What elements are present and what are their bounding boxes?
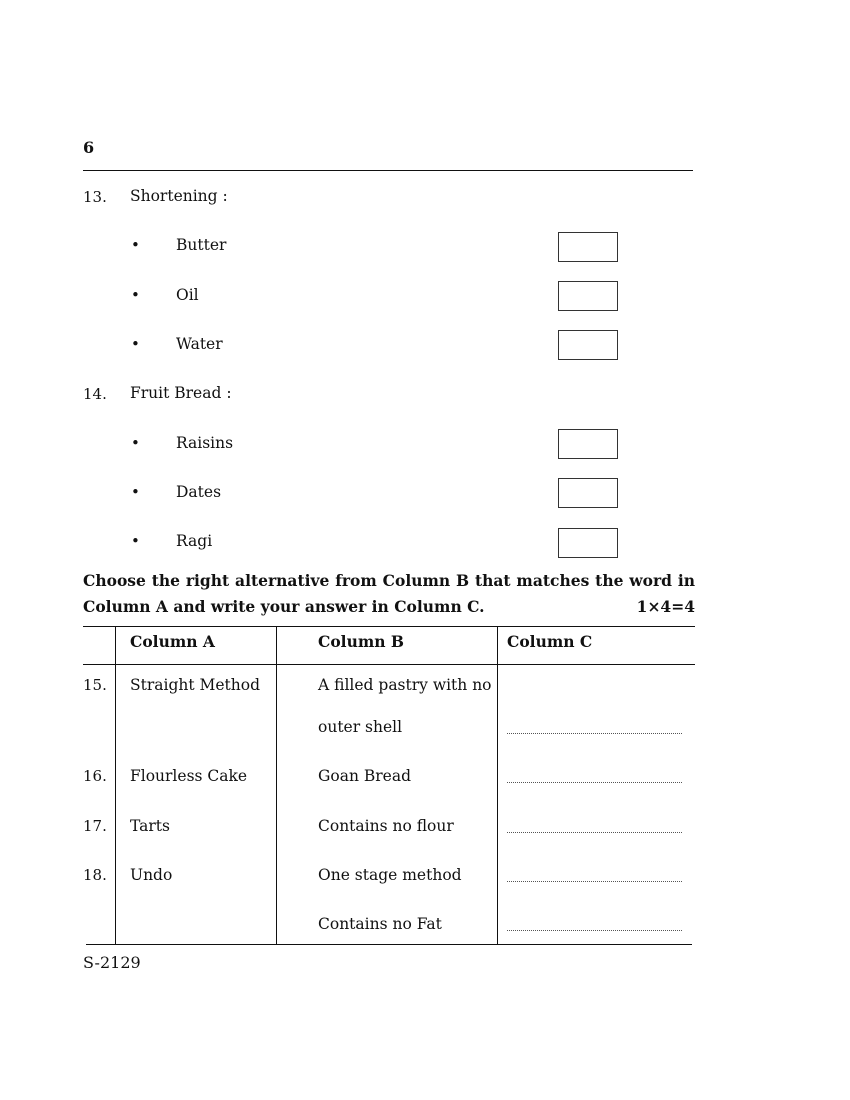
column-a-header: Column A — [130, 632, 215, 651]
answer-blank[interactable] — [507, 881, 682, 882]
column-divider — [497, 626, 498, 944]
instruction-line-2: Column A and write your answer in Column C. — [83, 597, 485, 616]
row-number: 15. — [83, 676, 107, 694]
row-number: 16. — [83, 767, 107, 785]
column-b-cell: outer shell — [318, 718, 403, 736]
column-divider — [276, 626, 277, 944]
column-b-cell: Contains no Fat — [318, 915, 442, 933]
column-a-cell: Flourless Cake — [130, 767, 248, 785]
match-instruction — [83, 568, 695, 620]
page-number: 6 — [83, 138, 95, 157]
column-b-cell: Goan Bread — [318, 767, 411, 785]
column-b-cell: Contains no flour — [318, 817, 454, 835]
answer-box[interactable] — [558, 281, 618, 311]
option-label: Raisins — [176, 434, 234, 452]
bullet-icon: • — [131, 286, 140, 304]
answer-blank[interactable] — [507, 832, 682, 833]
answer-box[interactable] — [558, 528, 618, 558]
bullet-icon: • — [131, 236, 140, 254]
answer-box[interactable] — [558, 429, 618, 459]
instruction-line-1: Choose the right alternative from Column B that matches the word in — [83, 571, 695, 590]
question-number: 14. — [83, 385, 107, 403]
answer-box[interactable] — [558, 478, 618, 508]
bullet-icon: • — [131, 335, 140, 353]
option-label: Ragi — [176, 532, 213, 550]
row-number: 17. — [83, 817, 107, 835]
column-b-cell: A filled pastry with no — [318, 676, 492, 694]
paper-code: S-2129 — [83, 953, 141, 972]
column-c-header: Column C — [507, 632, 593, 651]
option-label: Water — [176, 335, 223, 353]
column-a-cell: Tarts — [130, 817, 170, 835]
question-title: Fruit Bread : — [130, 384, 232, 402]
option-label: Butter — [176, 236, 227, 254]
question-number: 13. — [83, 188, 107, 206]
column-b-cell: One stage method — [318, 866, 462, 884]
bullet-icon: • — [131, 532, 140, 550]
answer-blank[interactable] — [507, 782, 682, 783]
column-a-cell: Straight Method — [130, 676, 261, 694]
table-bottom-rule — [86, 944, 692, 945]
option-label: Oil — [176, 286, 199, 304]
column-divider — [115, 626, 116, 944]
answer-blank[interactable] — [507, 930, 682, 931]
answer-blank[interactable] — [507, 733, 682, 734]
column-b-header: Column B — [318, 632, 404, 651]
answer-box[interactable] — [558, 232, 618, 262]
bullet-icon: • — [131, 483, 140, 501]
answer-box[interactable] — [558, 330, 618, 360]
option-label: Dates — [176, 483, 222, 501]
marks-label: 1×4=4 — [636, 597, 695, 616]
table-top-rule — [83, 626, 695, 627]
row-number: 18. — [83, 866, 107, 884]
table-header-rule — [83, 664, 695, 665]
header-rule — [83, 170, 693, 171]
column-a-cell: Undo — [130, 866, 173, 884]
bullet-icon: • — [131, 434, 140, 452]
question-title: Shortening : — [130, 187, 228, 205]
